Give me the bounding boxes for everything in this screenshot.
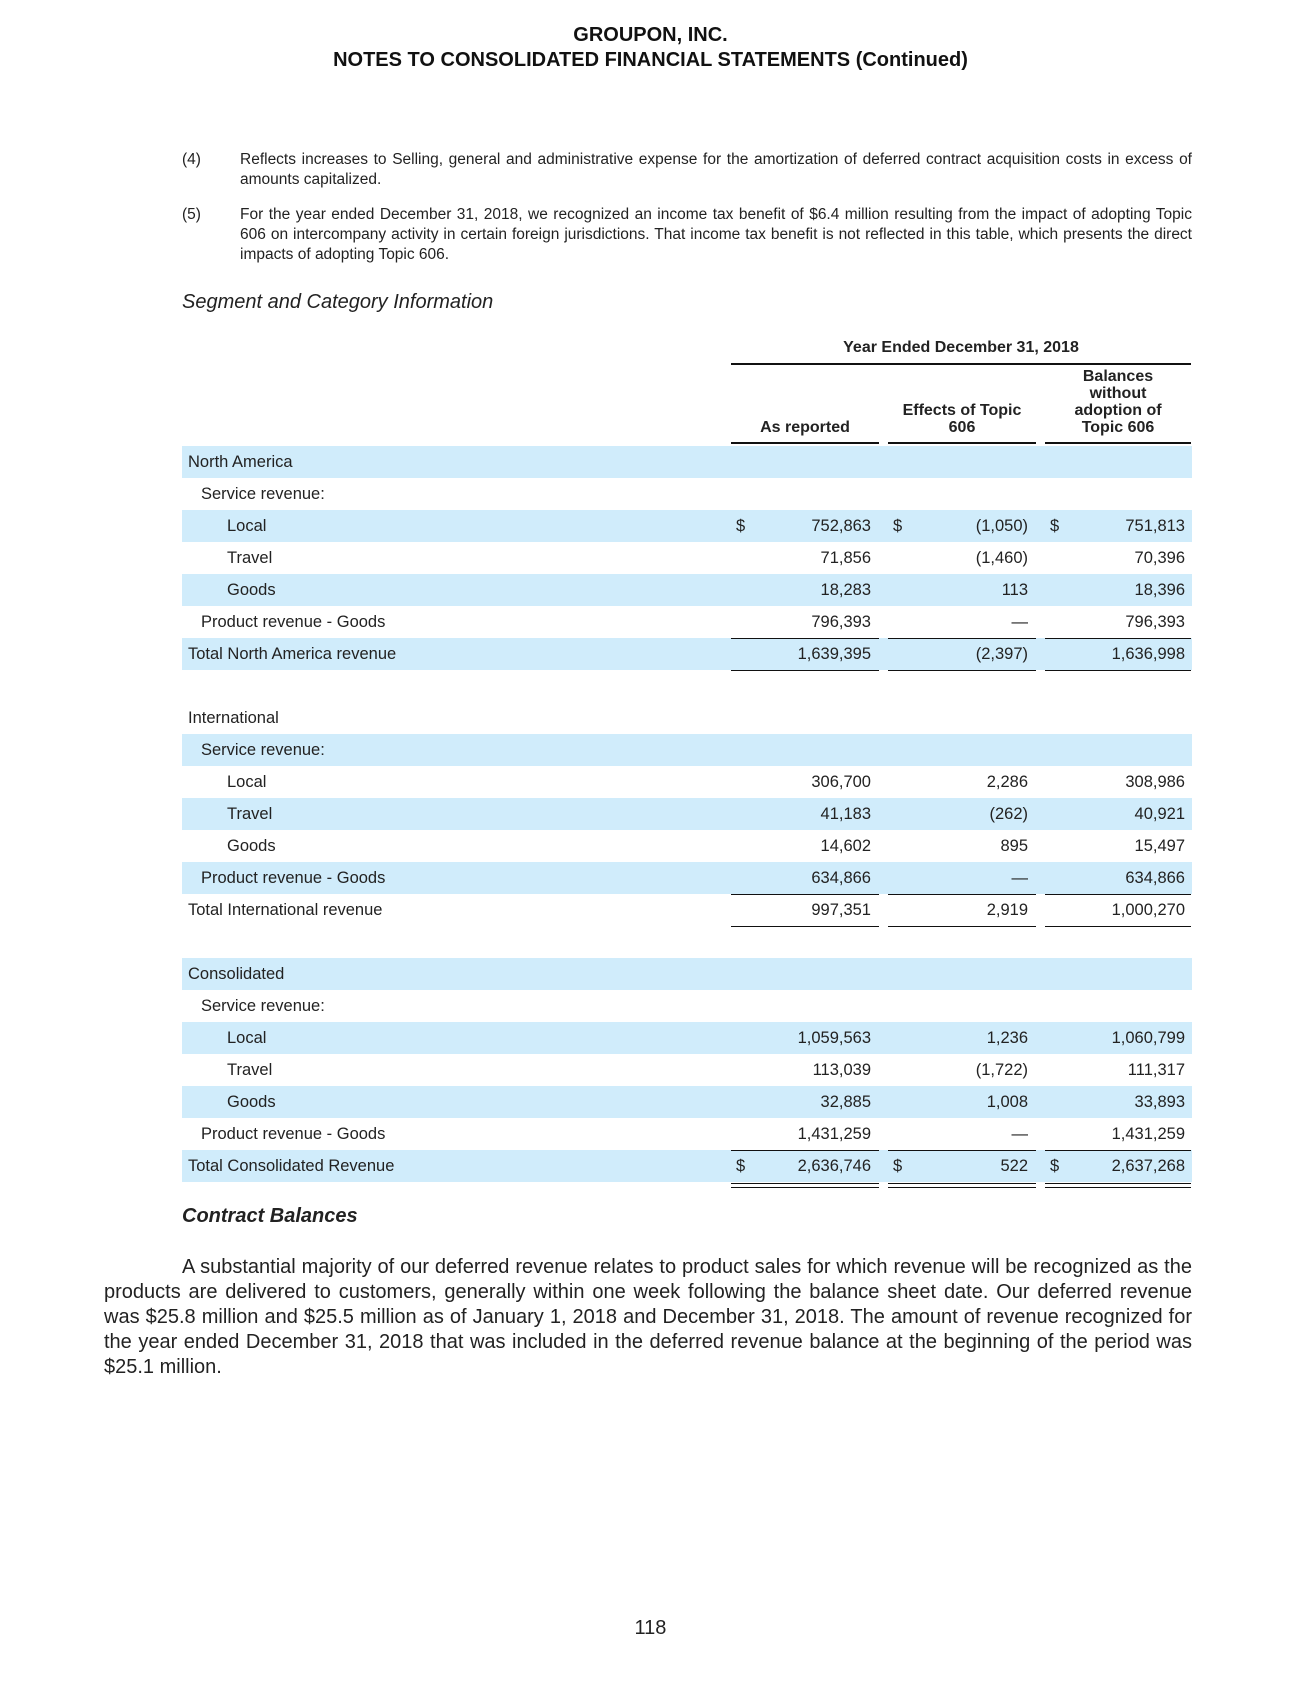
table-cell: 71,856 [820,549,871,567]
table-row [182,510,1192,542]
table-row [182,1118,1192,1150]
table-cell: 1,636,998 [1111,645,1185,663]
row-label: Total North America revenue [188,645,397,663]
grand-total-double-rule [731,1183,879,1188]
subtotal-rule [731,1150,879,1151]
table-row [182,638,1192,670]
table-cell: 997,351 [811,901,871,919]
table-cell: 634,866 [1125,869,1185,887]
row-label: Product revenue - Goods [201,1125,386,1143]
table-row [182,894,1192,926]
table-cell: 796,393 [1125,613,1185,631]
row-label: Consolidated [188,965,285,983]
table-cell: 41,183 [820,805,871,823]
row-label: Total Consolidated Revenue [188,1157,395,1175]
table-cell: 1,639,395 [797,645,871,663]
table-cell: 111,317 [1127,1061,1185,1079]
subtotal-rule [1045,638,1191,639]
footnote-4 [182,150,1192,190]
currency-symbol: $ [893,517,903,535]
table-cell: 752,863 [811,517,871,535]
table-cell: 15,497 [1134,837,1185,855]
currency-symbol: $ [1050,517,1060,535]
subtotal-rule [888,1150,1036,1151]
table-cell: 796,393 [811,613,871,631]
column-header-effects: Effects of Topic 606 [902,402,1022,436]
section-title: Segment and Category Information [182,291,494,313]
row-label: Travel [227,1061,273,1079]
row-label: Local [227,517,267,535]
row-label: Product revenue - Goods [201,613,386,631]
table-cell: 1,008 [986,1093,1028,1111]
grand-total-double-rule [888,1183,1036,1188]
total-rule [731,926,879,927]
footnote-number: (4) [182,151,201,168]
table-cell: 70,396 [1134,549,1185,567]
table-cell: (1,722) [975,1061,1028,1079]
table-cell: 1,236 [986,1029,1028,1047]
table-row [182,798,1192,830]
column-underline [1045,442,1191,444]
footnote-text: Reflects increases to Selling, general and administrative expense for the amortization of deferred contract acquisition costs in excess of amounts capitalized. [240,151,1192,188]
table-cell: — [1011,1125,1028,1143]
table-row [182,702,1192,734]
total-rule [888,926,1036,927]
table-cell: 634,866 [811,869,871,887]
table-row [182,766,1192,798]
table-cell: 2,637,268 [1111,1157,1185,1175]
table-cell: 895 [1000,837,1028,855]
currency-symbol: $ [736,517,746,535]
table-row [182,1086,1192,1118]
row-label: Travel [227,549,273,567]
table-cell: 522 [1000,1157,1028,1175]
row-label: Total International revenue [188,901,383,919]
table-cell: 308,986 [1125,773,1185,791]
table-cell: (262) [989,805,1028,823]
table-cell: 2,286 [986,773,1028,791]
period-underline [731,363,1191,365]
subtotal-rule [731,894,879,895]
total-rule [1045,926,1191,927]
table-row [182,862,1192,894]
table-row [182,1022,1192,1054]
contract-balances-title: Contract Balances [182,1205,358,1227]
table-row [182,830,1192,862]
table-cell: 2,636,746 [797,1157,871,1175]
table-period-header: Year Ended December 31, 2018 [843,339,1079,356]
table-cell: 18,283 [820,581,871,599]
table-row [182,734,1192,766]
table-cell: 33,893 [1134,1093,1185,1111]
total-rule [1045,670,1191,671]
table-row [182,958,1192,990]
table-cell: 113 [1001,581,1028,599]
total-rule [888,670,1036,671]
table-row [182,542,1192,574]
row-label: Service revenue: [201,741,325,759]
table-row [182,446,1192,478]
subtotal-rule [888,894,1036,895]
grand-total-double-rule [1045,1183,1191,1188]
table-row [182,478,1192,510]
row-label: Service revenue: [201,997,325,1015]
row-label: Goods [227,581,276,599]
table-cell: (1,050) [975,517,1028,535]
table-cell: 113,039 [812,1061,871,1079]
table-cell: 14,602 [820,837,871,855]
table-row [182,574,1192,606]
contract-balances-paragraph: A substantial majority of our deferred revenue relates to product sales for which revenue will be recognized as the products are delivered to customers, generally within one week following the balance sheet date. Our deferred revenue was $25.8 million and $25.5 million as of January 1, 2018 and December 31, 2018. The amount of revenue recognized for the year ended December 31, 2018 that was included in the deferred revenue balance at the beginning of the period was $25.1 million. [104,1256,1192,1378]
page-number: 118 [634,1617,667,1639]
table-cell: 1,431,259 [1111,1125,1185,1143]
table-cell: 1,431,259 [797,1125,871,1143]
footnote-5 [182,205,1192,265]
table-row [182,990,1192,1022]
subtotal-rule [731,638,879,639]
total-rule [731,670,879,671]
table-cell: 1,060,799 [1111,1029,1185,1047]
currency-symbol: $ [1050,1157,1060,1175]
row-label: Local [227,773,267,791]
table-row [182,1150,1192,1182]
subtotal-rule [1045,1150,1191,1151]
table-cell: 40,921 [1134,805,1185,823]
row-label: Goods [227,1093,276,1111]
table-cell: — [1011,613,1028,631]
subtotal-rule [1045,894,1191,895]
column-header-without-adoption: Balances without adoption of Topic 606 [1074,368,1162,436]
table-cell: 1,000,270 [1111,901,1185,919]
table-cell: 18,396 [1134,581,1185,599]
row-label: Service revenue: [201,485,325,503]
row-label: Goods [227,837,276,855]
row-label: North America [188,453,293,471]
column-header-as-reported: As reported [760,419,850,436]
column-underline [731,442,879,444]
table-row [182,606,1192,638]
table-cell: 2,919 [986,901,1028,919]
page-subtitle: NOTES TO CONSOLIDATED FINANCIAL STATEMENTS (Continued) [333,49,968,71]
footnote-number: (5) [182,206,201,223]
table-cell: 751,813 [1125,517,1185,535]
table-row [182,1054,1192,1086]
row-label: Travel [227,805,273,823]
table-cell: (2,397) [975,645,1028,663]
subtotal-rule [888,638,1036,639]
company-name: GROUPON, INC. [573,24,728,46]
row-label: International [188,709,279,727]
table-cell: 32,885 [820,1093,871,1111]
footnote-text: For the year ended December 31, 2018, we recognized an income tax benefit of $6.4 million resulting from the impact of adopting Topic 606 on intercompany activity in certain foreign jurisdictions. That income tax benefit is not reflected in this table, which presents the direct impacts of adopting Topic 606. [240,206,1192,263]
table-cell: (1,460) [975,549,1028,567]
row-label: Local [227,1029,267,1047]
table-cell: 306,700 [811,773,871,791]
currency-symbol: $ [893,1157,903,1175]
row-label: Product revenue - Goods [201,869,386,887]
column-underline [888,442,1036,444]
currency-symbol: $ [736,1157,746,1175]
table-cell: 1,059,563 [797,1029,871,1047]
table-cell: — [1011,869,1028,887]
